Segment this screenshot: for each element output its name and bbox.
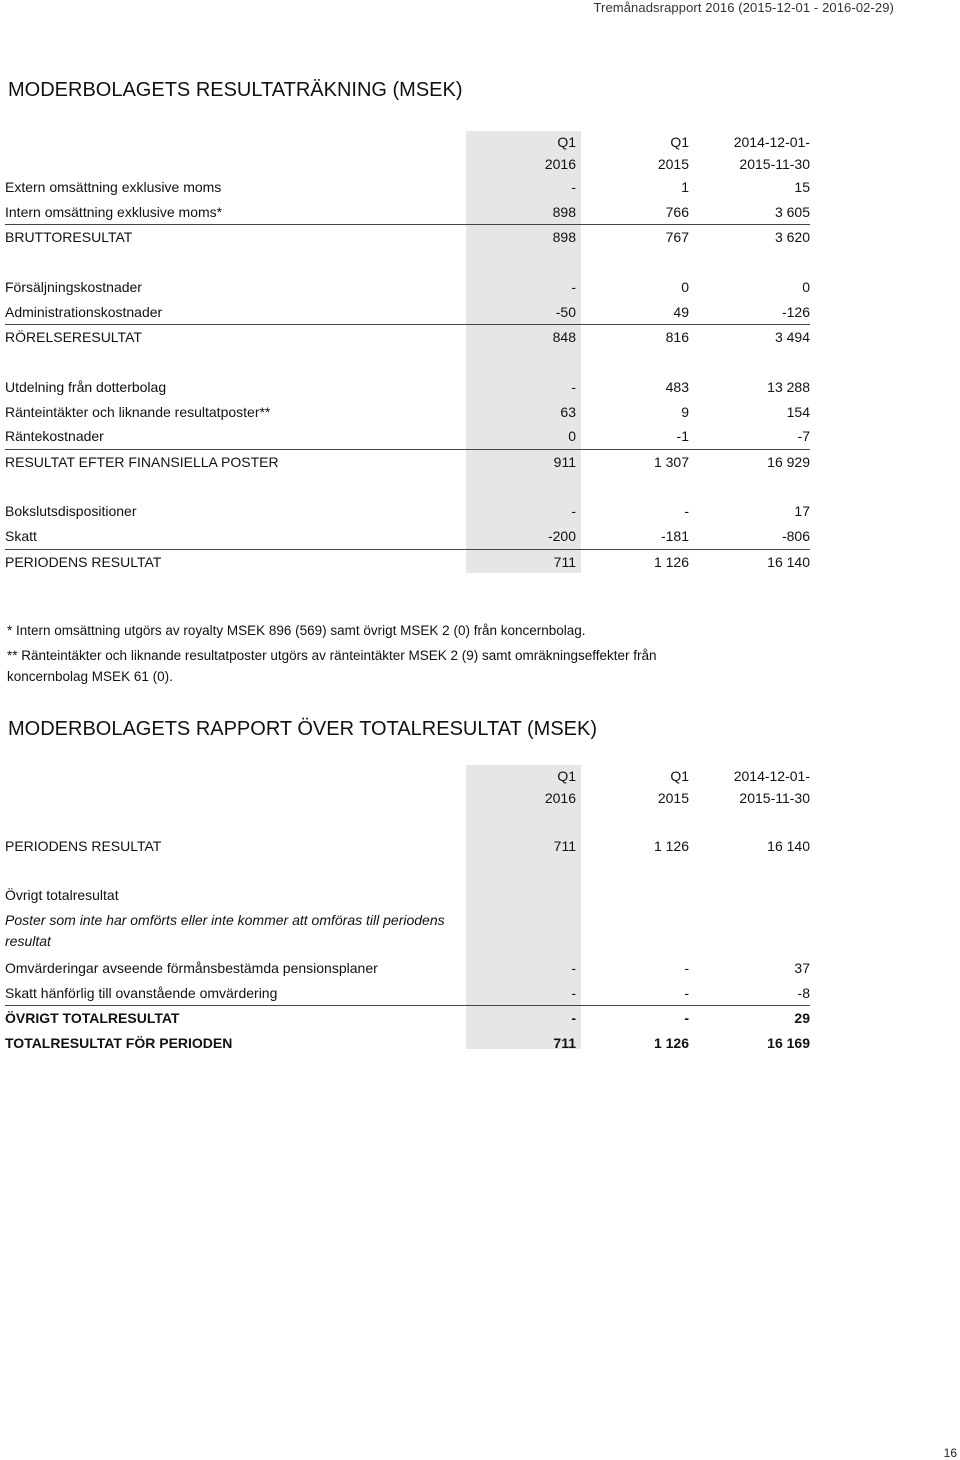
subtotal-row [5,449,810,474]
cell-value [576,908,689,956]
cell-value: 816 [576,325,689,350]
cell-value: 767 [576,225,689,250]
row-label: Poster som inte har omförts eller inte kommer att omföras till periodens resultat [5,912,445,949]
cell-value: - [576,1006,689,1031]
table-header-row [5,131,810,175]
cell-value [466,908,576,956]
cell-value: -126 [781,303,810,320]
running-header: Tremånadsrapport 2016 (2015-12-01 - 2016-02-29) [593,0,894,15]
table-row [5,400,810,425]
footnotes [7,620,697,691]
table-row [5,275,810,300]
subtotal-row [5,225,810,250]
footnote-interest: ** Ränteintäkter och liknande resultatposter utgörs av ränteintäkter MSEK 2 (9) samt omräkningseffekter från koncernbolag MSEK 61 (0). [7,648,657,684]
column-header-full-year [689,131,810,175]
subtotal-row [5,1006,810,1031]
row-label: Övrigt totalresultat [5,887,119,904]
cell-value: 711 [466,549,576,574]
cell-value: 9 [681,403,689,420]
cell-value: -8 [797,984,810,1001]
cell-value: 3 494 [689,325,810,350]
column-header-q1-2016 [466,765,576,809]
total-row [5,1031,810,1056]
cell-value: 911 [466,449,576,474]
row-label: TOTALRESULTAT FÖR PERIODEN [5,1035,233,1052]
table-row [5,524,810,549]
cell-value: 3 605 [774,203,810,220]
table-row [5,834,810,859]
cell-value: - [466,1006,576,1031]
cell-value: 154 [786,403,810,420]
page-number: 16 [943,1446,957,1460]
cell-value: - [571,378,576,395]
column-header-line: Q1 [557,768,576,784]
cell-value [466,883,576,908]
column-header-line: 2015 [657,156,689,172]
row-label: Utdelning från dotterbolag [5,378,167,395]
column-header-line: 2014-12-01- [733,134,810,150]
column-header-line: 2015-11-30 [739,790,810,806]
table-row [5,424,810,449]
column-header-line: 2016 [544,156,576,172]
cell-value: - [571,984,576,1001]
cell-value: 3 620 [689,225,810,250]
cell-value: - [571,960,576,976]
cell-value: 711 [553,1035,576,1052]
table-header-row [5,765,810,809]
row-label: RESULTAT EFTER FINANSIELLA POSTER [5,449,466,474]
cell-value: 16 140 [767,837,810,854]
cell-value: -200 [547,528,576,545]
table-row [5,499,810,524]
cell-value: 1 126 [576,549,689,574]
cell-value: - [571,179,576,195]
cell-value: 711 [553,837,576,854]
table-row [5,908,810,956]
cell-value: 15 [794,179,810,195]
cell-value: -7 [797,428,810,445]
table-row [5,200,810,225]
total-row [5,549,810,574]
cell-value: 37 [794,960,810,976]
income-statement-title: MODERBOLAGETS RESULTATRÄKNING (MSEK) [8,79,463,101]
cell-value: 898 [466,225,576,250]
cell-value: 0 [802,278,810,295]
row-label: PERIODENS RESULTAT [5,837,162,854]
row-label: BRUTTORESULTAT [5,225,466,250]
cell-value: 1 126 [653,1035,689,1052]
cell-value: 898 [552,203,576,220]
row-label: ÖVRIGT TOTALRESULTAT [5,1006,466,1031]
row-label: Omvärderingar avseende förmånsbestämda pensionsplaner [5,960,378,976]
row-label: Skatt [5,528,37,545]
cell-value: 0 [681,278,689,295]
cell-value: -181 [660,528,689,545]
column-header-full-year [689,765,810,809]
cell-value: - [684,984,689,1001]
cell-value [576,883,689,908]
column-header-q1-2015 [576,131,689,175]
footnote-royalty: * Intern omsättning utgörs av royalty MSEK 896 (569) samt övrigt MSEK 2 (0) från koncernbolag. [7,623,586,638]
cell-value: 1 126 [653,837,689,854]
column-header-q1-2016 [466,131,576,175]
cell-value: 483 [665,378,689,395]
column-header-line: Q1 [557,134,576,150]
row-label: Extern omsättning exklusive moms [5,179,222,195]
row-label: Skatt hänförlig till ovanstående omvärdering [5,984,278,1001]
comprehensive-income-title: MODERBOLAGETS RAPPORT ÖVER TOTALRESULTAT (MSEK) [8,718,598,740]
table-row [5,375,810,400]
cell-value: 0 [568,428,576,445]
cell-value: 13 288 [767,378,810,395]
column-header-line: 2015-11-30 [739,156,810,172]
column-header-q1-2015 [576,765,689,809]
cell-value: 16 140 [689,549,810,574]
cell-value: 29 [689,1006,810,1031]
cell-value: - [571,503,576,520]
table-row [5,956,810,981]
row-label: Bokslutsdispositioner [5,503,137,520]
cell-value: 49 [673,303,689,320]
cell-value: 16 169 [767,1035,810,1052]
comprehensive-income-table [5,765,810,1056]
table-row [5,981,810,1006]
table-row [5,883,810,908]
row-label: Administrationskostnader [5,303,163,320]
table-row [5,300,810,325]
row-label: Räntekostnader [5,428,104,445]
row-label: Intern omsättning exklusive moms* [5,203,223,220]
row-label: RÖRELSERESULTAT [5,325,466,350]
cell-value: 848 [466,325,576,350]
row-label: PERIODENS RESULTAT [5,549,466,574]
column-header-line: 2016 [544,790,576,806]
table-row [5,175,810,200]
cell-value [689,908,810,956]
cell-value: -1 [676,428,689,445]
cell-value: 766 [665,203,689,220]
row-label: Försäljningskostnader [5,278,142,295]
column-header-line: Q1 [670,768,689,784]
cell-value: -806 [781,528,810,545]
cell-value: -50 [555,303,576,320]
cell-value: - [684,503,689,520]
column-header-line: 2015 [657,790,689,806]
income-statement-table [5,131,810,575]
cell-value: - [571,278,576,295]
column-header-line: 2014-12-01- [733,768,810,784]
cell-value [689,883,810,908]
cell-value: 17 [794,503,810,520]
subtotal-row [5,325,810,350]
column-header-line: Q1 [670,134,689,150]
row-label: Ränteintäkter och liknande resultatposter** [5,403,271,420]
cell-value: - [684,960,689,976]
cell-value: 1 [681,179,689,195]
cell-value: 63 [560,403,576,420]
cell-value: 16 929 [689,449,810,474]
cell-value: 1 307 [576,449,689,474]
